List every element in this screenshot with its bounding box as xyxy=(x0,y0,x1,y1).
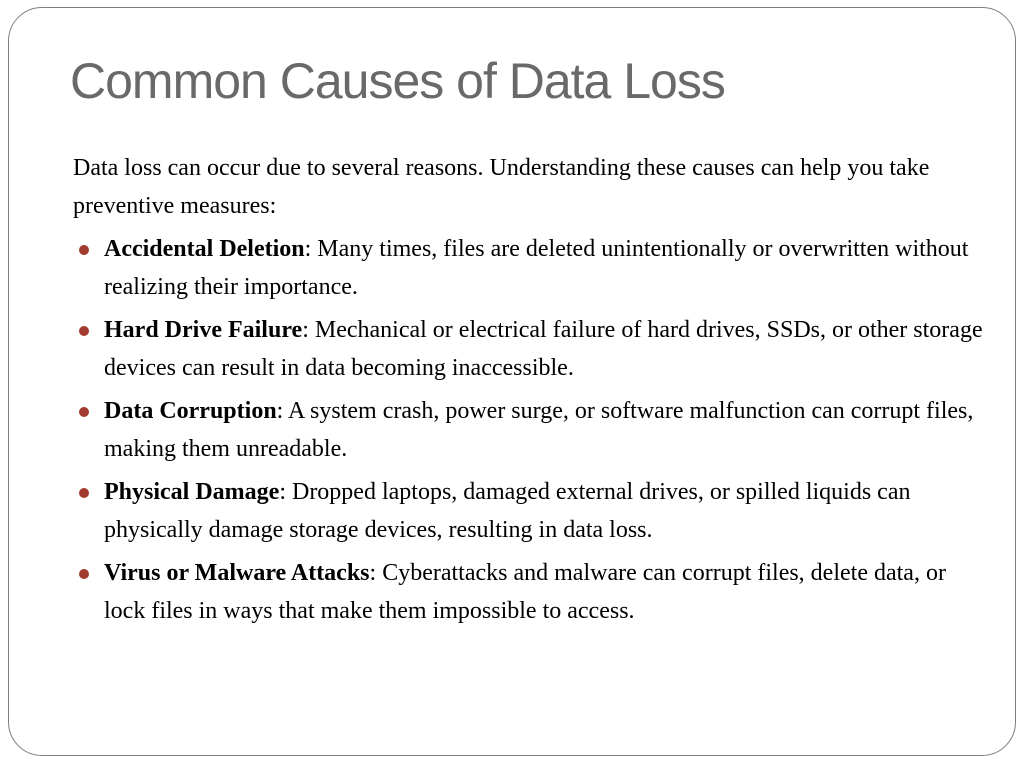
cause-term: Accidental Deletion xyxy=(104,236,305,262)
bullet-dot-icon xyxy=(79,569,89,579)
list-item xyxy=(73,311,983,387)
bullet-dot-icon xyxy=(79,407,89,417)
cause-term: Data Corruption xyxy=(104,398,277,424)
causes-list xyxy=(73,230,983,630)
intro-text: Data loss can occur due to several reasons. Understanding these causes can help you take preventive measures: xyxy=(73,155,930,219)
slide-title: Common Causes of Data Loss xyxy=(70,53,725,109)
list-item xyxy=(73,554,983,630)
slide-content xyxy=(73,149,983,635)
list-item xyxy=(73,392,983,468)
cause-term: Hard Drive Failure xyxy=(104,317,303,343)
bullet-dot-icon xyxy=(79,326,89,336)
cause-description: : Cyberattacks and malware can corrupt files, delete data, or lock files in ways that make them impossible to access. xyxy=(104,560,946,624)
cause-description: : A system crash, power surge, or software malfunction can corrupt files, making them unreadable. xyxy=(104,398,974,462)
cause-description: : Many times, files are deleted unintentionally or overwritten without realizing their importance. xyxy=(104,236,969,300)
bullet-dot-icon xyxy=(79,245,89,255)
cause-term: Virus or Malware Attacks xyxy=(104,560,370,586)
list-item xyxy=(73,473,983,549)
cause-term: Physical Damage xyxy=(104,479,280,505)
bullet-dot-icon xyxy=(79,488,89,498)
list-item xyxy=(73,230,983,306)
cause-description: : Mechanical or electrical failure of hard drives, SSDs, or other storage devices can result in data becoming inaccessible. xyxy=(104,317,983,381)
cause-description: : Dropped laptops, damaged external drives, or spilled liquids can physically damage storage devices, resulting in data loss. xyxy=(104,479,911,543)
